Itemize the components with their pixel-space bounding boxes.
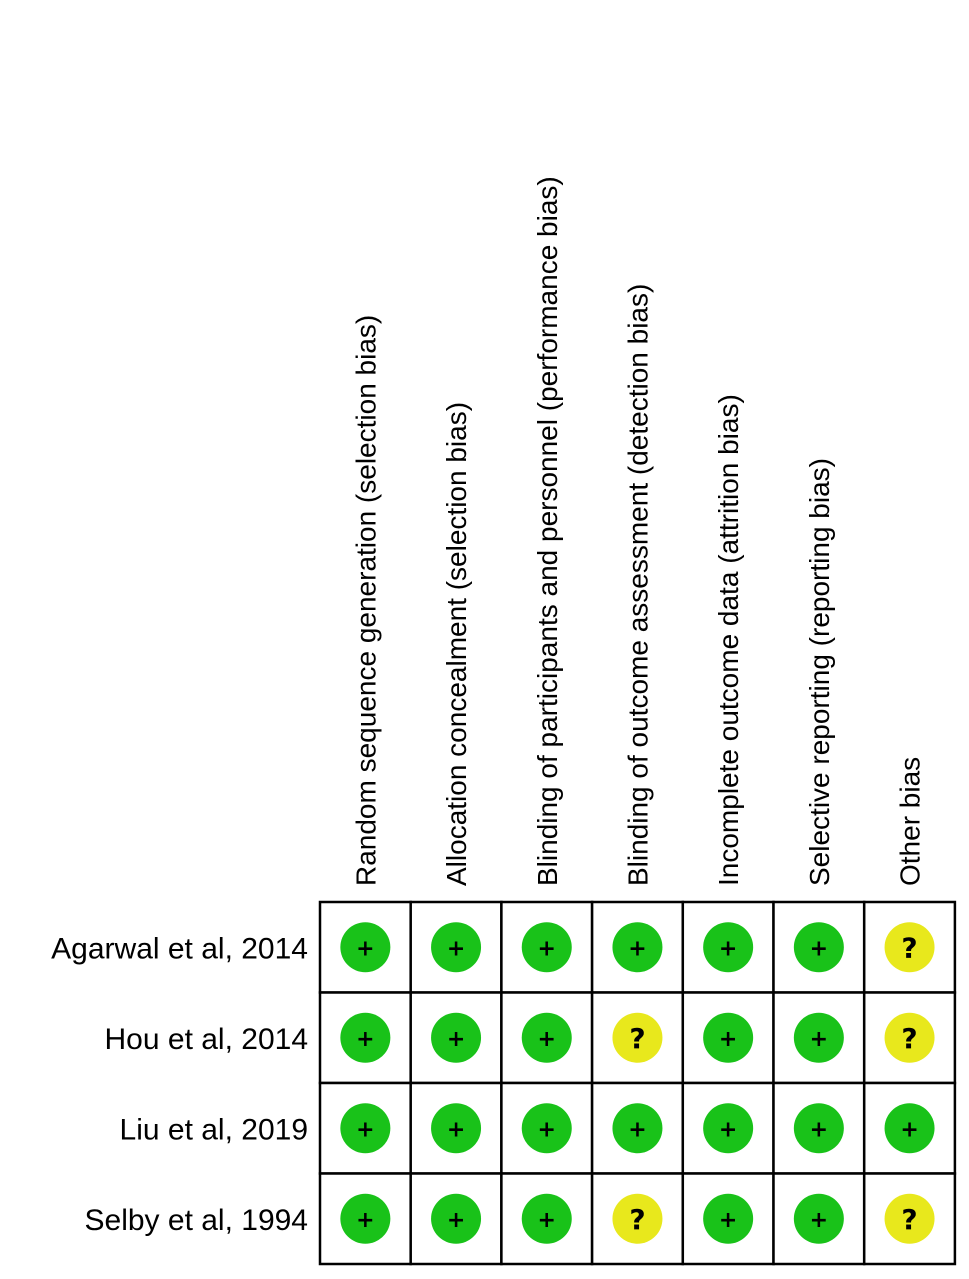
row-label: Hou et al, 2014 xyxy=(104,1022,308,1056)
question-symbol: ? xyxy=(901,1021,918,1055)
column-label: Other bias xyxy=(894,756,926,886)
column-labels xyxy=(350,176,925,886)
plus-symbol: + xyxy=(537,936,556,962)
row-label: Agarwal et al, 2014 xyxy=(51,932,308,966)
plus-symbol: + xyxy=(446,1026,466,1052)
question-symbol: ? xyxy=(629,1202,646,1236)
plus-symbol: + xyxy=(718,1117,738,1143)
plus-symbol: + xyxy=(356,1026,375,1052)
plus-symbol: + xyxy=(900,1117,919,1143)
plus-symbol: + xyxy=(718,1207,738,1233)
column-label: Selective reporting (reporting bias) xyxy=(803,458,835,886)
question-symbol: ? xyxy=(901,931,918,965)
row-label: Selby et al, 1994 xyxy=(84,1203,308,1237)
question-symbol: ? xyxy=(629,1021,646,1055)
plus-symbol: + xyxy=(537,1207,556,1233)
plus-symbol: + xyxy=(356,936,375,962)
plus-symbol: + xyxy=(446,936,466,962)
plus-symbol: + xyxy=(446,1117,466,1143)
plus-symbol: + xyxy=(718,1026,738,1052)
question-symbol: ? xyxy=(901,1202,918,1236)
plus-symbol: + xyxy=(446,1207,466,1233)
column-label: Blinding of participants and personnel (performance bias) xyxy=(531,176,563,886)
plus-symbol: + xyxy=(809,1207,829,1233)
plus-symbol: + xyxy=(537,1117,556,1143)
plus-symbol: + xyxy=(628,936,647,962)
plus-symbol: + xyxy=(356,1117,375,1143)
plus-symbol: + xyxy=(356,1207,375,1233)
risk-grid xyxy=(320,902,955,1264)
column-label: Incomplete outcome data (attrition bias) xyxy=(713,394,745,886)
plus-symbol: + xyxy=(628,1117,647,1143)
column-label: Blinding of outcome assessment (detection bias) xyxy=(622,283,654,886)
plus-symbol: + xyxy=(809,936,829,962)
column-label: Random sequence generation (selection bias) xyxy=(350,314,382,886)
row-label: Liu et al, 2019 xyxy=(119,1113,308,1147)
plus-symbol: + xyxy=(809,1117,829,1143)
plus-symbol: + xyxy=(718,936,738,962)
plus-symbol: + xyxy=(809,1026,829,1052)
row-labels xyxy=(51,932,308,1237)
column-label: Allocation concealment (selection bias) xyxy=(441,401,473,886)
plus-symbol: + xyxy=(537,1026,556,1052)
